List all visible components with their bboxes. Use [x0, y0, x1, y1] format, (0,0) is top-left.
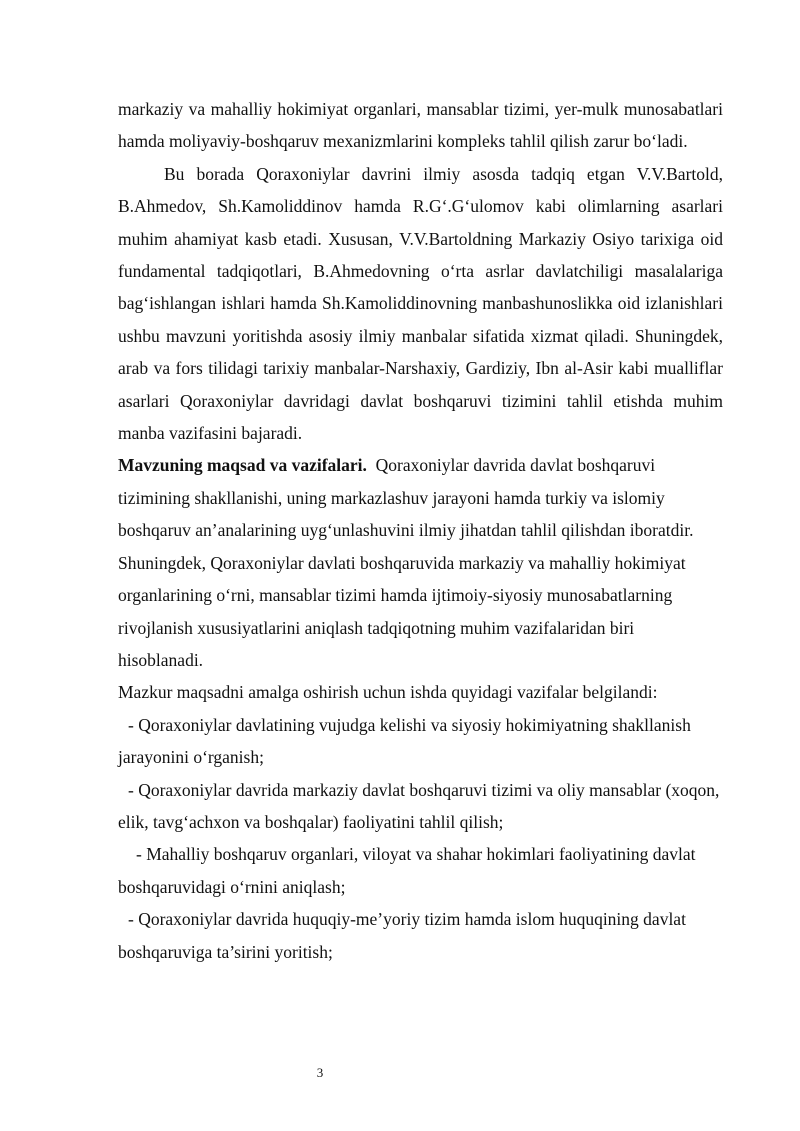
task-item-2: - Qoraxoniylar davrida markaziy davlat boshqaruvi tizimi va oliy mansablar (xoqon, elik, tavg‘achxon va boshqalar) faoliyatini tahlil qilish; [118, 779, 720, 832]
section-body: Qoraxoniylar davrida davlat boshqaruvi tizimining shakllanishi, uning markazlashuv jarayoni hamda turkiy va islomiy boshqaruv an’analarining uyg‘unlashuvini ilmiy jihatdan tahlil qilishdan iboratdir. Shuningdek, Qoraxoniylar davlati boshqaruvida markaziy va mahalliy hokimiyat organlarining o‘rni, mansablar tizimi hamda ijtimoiy-siyosiy munosabatlarning rivojlanish xususiyatlarini aniqlash tadqiqotning muhim vazifalaridan biri hisoblanadi. [118, 455, 694, 670]
tasks-intro: Mazkur maqsadni amalga oshirish uchun ishda quyidagi vazifalar belgilandi: [118, 682, 658, 703]
paragraph-1: markaziy va mahalliy hokimiyat organlari, mansablar tizimi, yer-mulk munosabatlari hamda moliyaviy-boshqaruv mexanizmlarini kompleks tahlil qilish zarur bo‘ladi. [118, 99, 723, 152]
task-item-1: - Qoraxoniylar davlatining vujudga kelishi va siyosiy hokimiyatning shakllanish jarayonini o‘rganish; [118, 714, 691, 768]
section-paragraph [118, 449, 723, 676]
paragraph-2: Bu borada Qoraxoniylar davrini ilmiy asosda tadqiq etgan V.V.Bartold, B.Ahmedov, Sh.Kamoliddinov hamda R.G‘.G‘ulomov kabi olimlarning asarlari muhim ahamiyat kasb etadi. Xususan, V.V.Bartoldning Markaziy Osiyo tarixiga oid fundamental tadqiqotlari, B.Ahmedovning o‘rta asrlar davlatchiligi masalalariga bag‘ishlangan ishlari hamda Sh.Kamoliddinovning manbashunoslikka oid izlanishlari ushbu mavzuni yoritishda asosiy ilmiy manbalar sifatida xizmat qiladi. Shuningdek, arab va fors tilidagi tarixiy manbalar-Narshaxiy, Gardiziy, Ibn al-Asir kabi mualliflar asarlari Qoraxoniylar davridagi davlat boshqaruvi tizimini tahlil etishda muhim manba vazifasini bajaradi. [118, 163, 723, 444]
task-item-4: - Qoraxoniylar davrida huquqiy-me’yoriy tizim hamda islom huquqining davlat boshqaruviga ta’sirini yoritish; [118, 909, 686, 962]
task-item-3: - Mahalliy boshqaruv organlari, viloyat va shahar hokimlari faoliyatining davlat boshqaruvidagi o‘rnini aniqlash; [118, 844, 696, 897]
document-page [118, 93, 723, 968]
section-heading: Mavzuning maqsad va vazifalari. [118, 455, 367, 476]
page-number: 3 [316, 1065, 324, 1080]
